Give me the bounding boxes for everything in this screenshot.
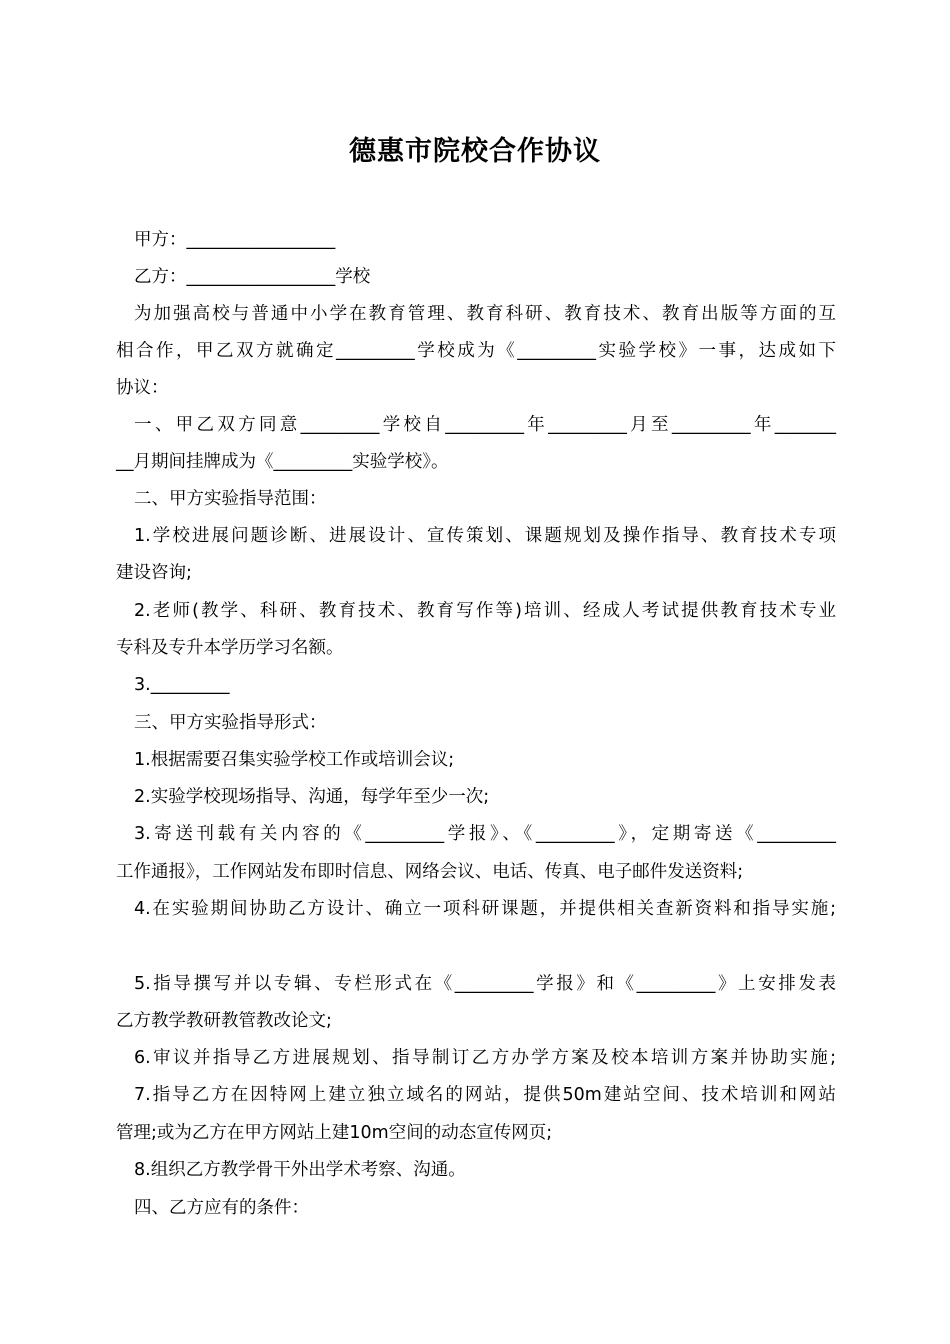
clause-1-line-2: __月期间挂牌成为《_________实验学校》。: [116, 452, 449, 472]
clause-1-line-1: 一、甲乙双方同意_________学校自_________年_________月至_________年_______: [134, 415, 836, 435]
section-3-item-7-line-2: 管理;或为乙方在甲方网站上建10m空间的动态宣传网页;: [116, 1123, 553, 1143]
section-2-heading: 二、甲方实验指导范围：: [134, 489, 327, 509]
section-2-item-2-line-2: 专科及专升本学历学习名额。: [116, 638, 344, 658]
document-title: 德惠市院校合作协议: [349, 136, 601, 167]
section-4-heading: 四、乙方应有的条件：: [134, 1198, 309, 1218]
section-3-item-4: 4.在实验期间协助乙方设计、确立一项科研课题，并提供相关查新资料和指导实施;: [134, 899, 836, 919]
section-2-item-2-line-1: 2.老师(教学、科研、教育技术、教育写作等)培训、经成人考试提供教育技术专业: [134, 601, 836, 621]
section-3-item-5-line-2: 乙方教学教研教管教改论文;: [116, 1011, 332, 1031]
section-3-item-5-line-1: 5.指导撰写并以专辑、专栏形式在《_________学报》和《_________》上安排发表: [134, 974, 836, 994]
section-3-item-3-line-1: 3.寄送刊载有关内容的《_________学报》、《_________》，定期寄送《_________: [134, 824, 836, 844]
section-2-item-3: 3._________: [134, 675, 230, 695]
preamble-line-1: 为加强高校与普通中小学在教育管理、教育科研、教育技术、教育出版等方面的互: [134, 304, 836, 324]
section-3-item-6: 6.审议并指导乙方进展规划、指导制订乙方办学方案及校本培训方案并协助实施;: [134, 1048, 836, 1068]
section-3-item-8: 8.组织乙方教学骨干外出学术考察、沟通。: [134, 1160, 466, 1180]
preamble-line-2: 相合作，甲乙双方就确定_________学校成为《_________实验学校》一事，达成如下: [116, 341, 836, 361]
preamble-line-3: 协议：: [116, 378, 169, 398]
section-3-item-1: 1.根据需要召集实验学校工作或培训会议;: [134, 750, 455, 770]
party-a-line: 甲方：_________________: [134, 230, 336, 250]
party-b-line: 乙方：_________________学校: [134, 267, 371, 287]
section-3-item-2: 2.实验学校现场指导、沟通，每学年至少一次;: [134, 787, 490, 807]
section-3-heading: 三、甲方实验指导形式：: [134, 713, 327, 733]
section-3-item-7-line-1: 7.指导乙方在因特网上建立独立域名的网站，提供50m建站空间、技术培训和网站: [134, 1085, 836, 1105]
section-3-item-3-line-2: 工作通报》，工作网站发布即时信息、网络会议、电话、传真、电子邮件发送资料;: [116, 862, 744, 882]
section-2-item-1-line-2: 建设咨询;: [116, 563, 192, 583]
section-2-item-1-line-1: 1.学校进展问题诊断、进展设计、宣传策划、课题规划及操作指导、教育技术专项: [134, 526, 836, 546]
